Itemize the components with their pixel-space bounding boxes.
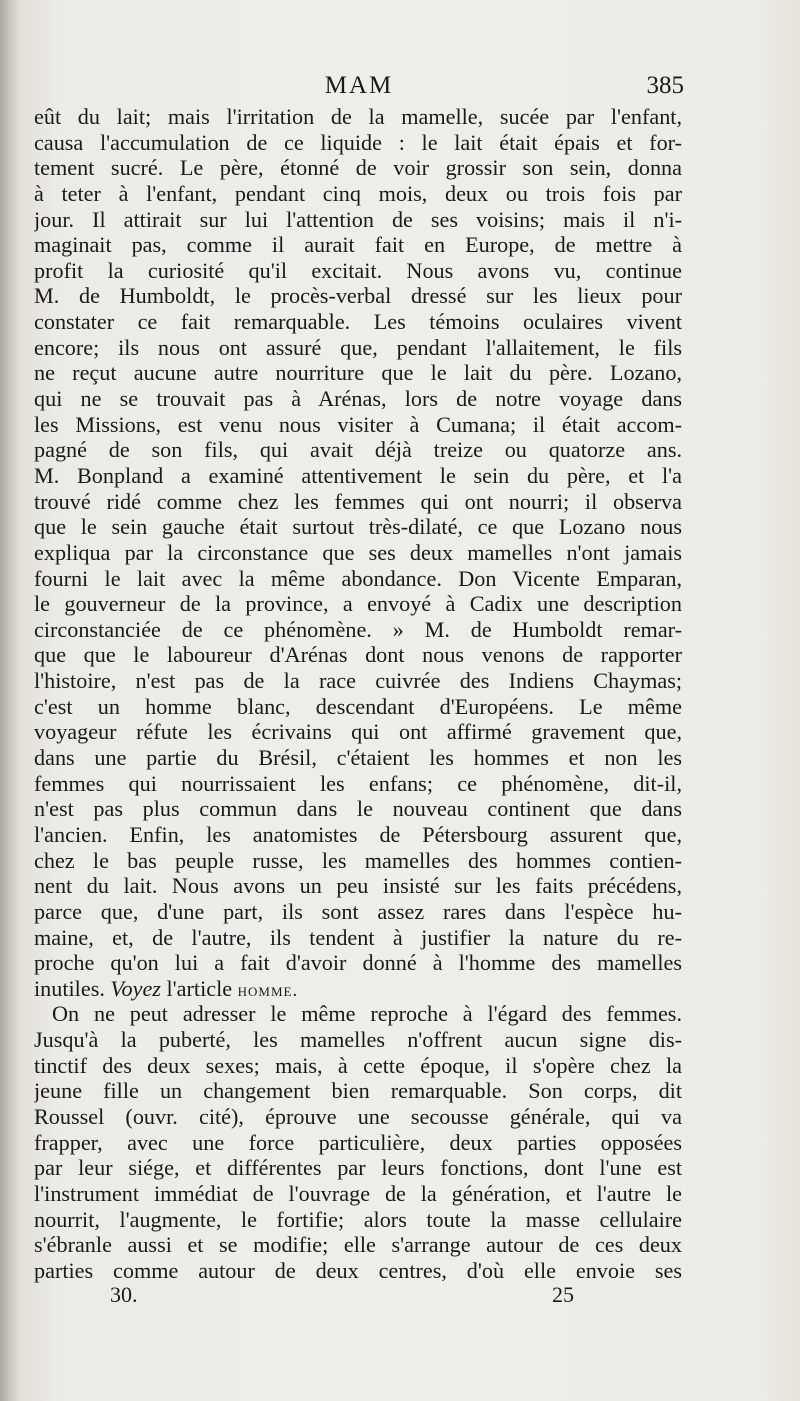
text-line: profit la curiosité qu'il excitait. Nous avons vu, continue: [34, 257, 682, 283]
text-line: pagné de son fils, qui avait déjà treize ou quatorze ans.: [34, 437, 682, 463]
text-line: parce que, d'une part, ils sont assez rares dans l'espèce hu-: [34, 898, 682, 924]
text-line: s'ébranle aussi et se modifie; elle s'arrange autour de ces deux: [34, 1232, 682, 1258]
text-line: causa l'accumulation de ce liquide : le lait était épais et for-: [34, 129, 682, 155]
text-line: le gouverneur de la province, a envoyé à Cadix une description: [34, 591, 682, 617]
paragraph-2: [34, 1001, 682, 1283]
see-reference-text: l'article: [166, 975, 233, 1001]
text-line: tement sucré. Le père, étonné de voir grossir son sein, donna: [34, 155, 682, 181]
see-reference-word: Voyez: [110, 975, 161, 1001]
text-line: eût du lait; mais l'irritation de la mamelle, sucée par l'enfant,: [34, 104, 682, 129]
text-line: c'est un homme blanc, descendant d'Européens. Le même: [34, 693, 682, 719]
cross-reference-term: homme.: [237, 979, 299, 1001]
text-line: jour. Il attirait sur lui l'attention de ses voisins; mais il n'i-: [34, 206, 682, 232]
text-line: On ne peut adresser le même reproche à l'égard des femmes.: [52, 1001, 682, 1027]
text-line: expliqua par la circonstance que ses deux mamelles n'ont jamais: [34, 539, 682, 565]
text-line: voyageur réfute les écrivains qui ont affirmé gravement que,: [34, 719, 682, 745]
text-line: trouvé ridé comme chez les femmes qui ont nourri; il observa: [34, 488, 682, 514]
volume-signature: 30.: [110, 1282, 138, 1307]
text-line: proche qu'on lui a fait d'avoir donné à l'homme des mamelles: [34, 950, 682, 976]
text-line: que que le laboureur d'Arénas dont nous venons de rapporter: [34, 642, 682, 668]
text-line: constater ce fait remarquable. Les témoins oculaires vivent: [34, 309, 682, 335]
text-line: l'histoire, n'est pas de la race cuivrée des Indiens Chaymas;: [34, 668, 682, 694]
text-line: maine, et, de l'autre, ils tendent à justifier la nature du re-: [34, 924, 682, 950]
text-line: l'ancien. Enfin, les anatomistes de Pétersbourg assurent que,: [34, 821, 682, 847]
text-line: nent du lait. Nous avons un peu insisté sur les faits précédens,: [34, 873, 682, 899]
text-line: dans une partie du Brésil, c'étaient les hommes et non les: [34, 745, 682, 771]
text-line: l'instrument immédiat de l'ouvrage de la génération, et l'autre le: [34, 1180, 682, 1206]
text-line: jeune fille un changement bien remarquable. Son corps, dit: [34, 1078, 682, 1104]
text-line: à teter à l'enfant, pendant cinq mois, deux ou trois fois par: [34, 180, 682, 206]
text-line: par leur siége, et différentes par leurs fonctions, dont l'une est: [34, 1155, 682, 1181]
text-line: M. Bonpland a examiné attentivement le sein du père, et l'a: [34, 462, 682, 488]
text-line: qui ne se trouvait pas à Arénas, lors de notre voyage dans: [34, 386, 682, 412]
binding-edge: [0, 0, 18, 1401]
text-line: circonstanciée de ce phénomène. » M. de Humboldt remar-: [34, 616, 682, 642]
text-line: fourni le lait avec la même abondance. Don Vicente Emparan,: [34, 565, 682, 591]
page-number: 385: [646, 72, 684, 99]
text-line: tinctif des deux sexes; mais, à cette époque, il s'opère chez la: [34, 1052, 682, 1078]
text-line: nourrit, l'augmente, le fortifie; alors toute la masse cellulaire: [34, 1206, 682, 1232]
text-line: encore; ils nous ont assuré que, pendant l'allaitement, le fils: [34, 334, 682, 360]
text-line: Jusqu'à la puberté, les mamelles n'offrent aucun signe dis-: [34, 1027, 682, 1053]
text-line: ne reçut aucune autre nourriture que le lait du père. Lozano,: [34, 360, 682, 386]
text-line: chez le bas peuple russe, les mamelles des hommes contien-: [34, 847, 682, 873]
running-head: [34, 72, 684, 106]
paragraph-1: [34, 104, 682, 1001]
text-line: femmes qui nourrissaient les enfans; ce phénomène, dit-il,: [34, 770, 682, 796]
text-line: Roussel (ouvr. cité), éprouve une secousse générale, qui va: [34, 1103, 682, 1129]
page-footer: [34, 1282, 682, 1312]
final-line-start: inutiles.: [34, 975, 105, 1001]
text-line: les Missions, est venu nous visiter à Cumana; il était accom-: [34, 411, 682, 437]
text-line: M. de Humboldt, le procès-verbal dressé sur les lieux pour: [34, 283, 682, 309]
text-line-final: [34, 976, 682, 1002]
sheet-signature: 25: [552, 1282, 574, 1307]
text-line: frapper, avec une force particulière, deux parties opposées: [34, 1129, 682, 1155]
running-head-title: MAM: [324, 72, 394, 99]
body-text: [34, 104, 682, 1283]
text-line: n'est pas plus commun dans le nouveau continent que dans: [34, 796, 682, 822]
text-line: que le sein gauche était surtout très-dilaté, ce que Lozano nous: [34, 514, 682, 540]
text-line: parties comme autour de deux centres, d'où elle envoie ses: [34, 1257, 682, 1283]
text-line: maginait pas, comme il aurait fait en Europe, de mettre à: [34, 232, 682, 258]
